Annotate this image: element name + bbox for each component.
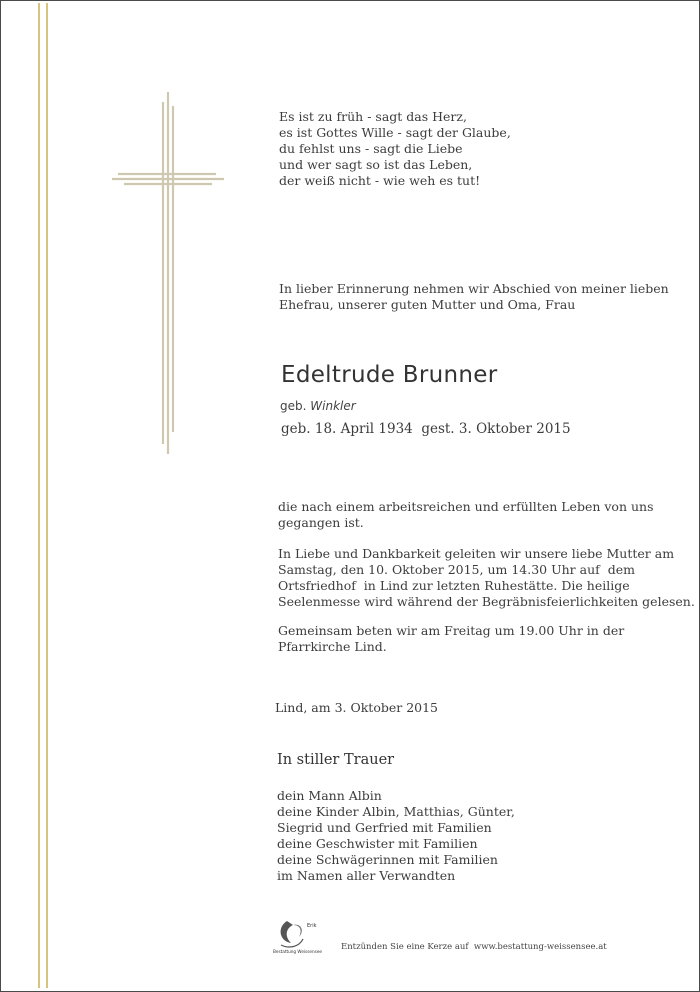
- nee-name: Winkler: [310, 399, 356, 413]
- poem: Es ist zu früh - sagt das Herz, es ist Gottes Wille - sagt der Glaube, du fehlst uns - sagt die Liebe und wer sagt so ist das Leben, der weiß nicht - wie weh es tut!: [279, 109, 511, 188]
- logo-bottom-text: Bestattung Weissensee: [273, 949, 322, 954]
- cross-icon: [112, 92, 224, 454]
- mourning-heading: In stiller Trauer: [277, 752, 395, 768]
- life-dates: geb. 18. April 1934 gest. 3. Oktober 2015: [281, 421, 571, 437]
- nee-prefix: geb.: [280, 399, 307, 413]
- gold-border-bar: [38, 3, 48, 988]
- place-date: Lind, am 3. Oktober 2015: [275, 700, 439, 715]
- mourners-list: dein Mann Albin deine Kinder Albin, Matthias, Günter, Siegrid und Gerfried mit Familien deine Geschwister mit Familien deine Schwägerinnen mit Familien im Namen aller Verwandten: [277, 788, 515, 883]
- deceased-name: Edeltrude Brunner: [281, 362, 498, 388]
- body-paragraph-3: Gemeinsam beten wir am Freitag um 19.00 Uhr in der Pfarrkirche Lind.: [278, 623, 625, 654]
- body-paragraph-1: die nach einem arbeitsreichen und erfüllten Leben von uns gegangen ist.: [278, 499, 654, 530]
- logo-top-text: Erik: [307, 923, 317, 929]
- maiden-name: [280, 399, 356, 413]
- body-paragraph-2: In Liebe und Dankbarkeit geleiten wir unsere liebe Mutter am Samstag, den 10. Oktober 2015, um 14.30 Uhr auf dem Ortsfriedhof in Lind zur letzten Ruhestätte. Die heilige Seelenmesse wird während der Begräbnisfeierlichkeiten gelesen.: [278, 546, 695, 609]
- funeral-home-logo: [271, 915, 335, 955]
- footer-text: Entzünden Sie eine Kerze auf www.bestattung-weissensee.at: [341, 942, 607, 952]
- intro-text: In lieber Erinnerung nehmen wir Abschied von meiner lieben Ehefrau, unserer guten Mutter und Oma, Frau: [279, 281, 669, 312]
